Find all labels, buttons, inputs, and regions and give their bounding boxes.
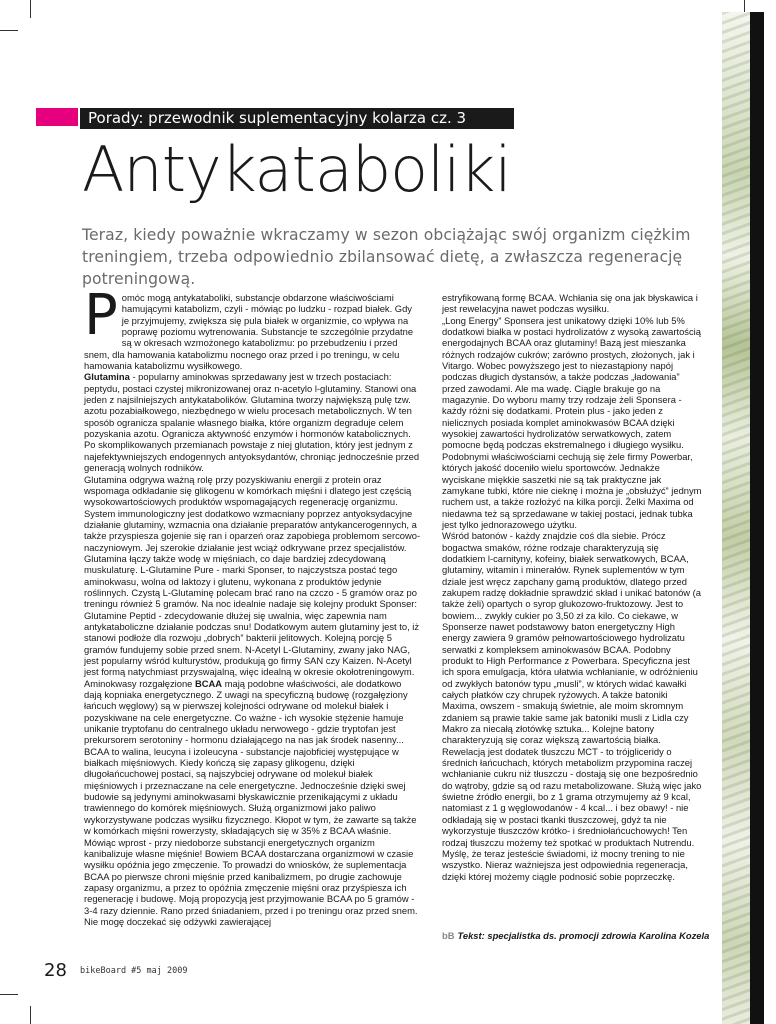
lead-paragraph: Teraz, kiedy poważnie wkraczamy w sezon obciążając swój organizm ciężkim treningiem, trzeba odpowiednio zbilansować dietę, a zwłaszcza regenerację potreningową. xyxy=(82,226,691,288)
drop-cap: P xyxy=(84,283,118,348)
article-column-right xyxy=(442,292,702,882)
accent-bar xyxy=(36,108,78,126)
series-header: Porady: przewodnik suplementacyjny kolarza cz. 3 xyxy=(80,108,514,129)
author-credit: bB Tekst: specjalistka ds. promocji zdrowia Karolina Kozela xyxy=(442,930,710,941)
crop-mark xyxy=(0,30,18,31)
article-column-left xyxy=(84,283,421,927)
paragraph: Pomóc mogą antykataboliki, substancje obdarzone właściwościami hamującymi katabolizm, czyli - mówiąc po ludzku - rozpad białek. Gdy je przyjmujemy, zwiększa się pula białek w organizmie, co wpływa na poprawę poziomu wytrenowania. Substancje te szczególnie przydatne są w okresach wzmożonego katabolizmu: po przebudzeniu i przed snem, dla hamowania katabolizmu nocnego oraz przed i po treningu, w celu hamowania katabolizmu wysiłkowego. xyxy=(84,283,414,372)
crop-mark xyxy=(30,0,31,18)
paragraph: „Long Energy” Sponsera jest unikatowy dzięki 10% lub 5% dodatkowi białka w postaci hydrolizatów z wysoką zawartością energodajnych BCAA oraz glutaminy! Bazą jest mieszanka różnych rodzajów cukrów; zarówno prostych, złożonych, jak i Vitargo. Wobec powyższego jest to niezastąpiony napój podczas długich dystansów, a także podczas „ładowania” przed zawodami. Ale ma wadę. Ciągle brakuje go na magazynie. Do wyboru mamy trzy rodzaje żeli Sponsera - każdy różni się dodatkami. Protein plus - jako jeden z nielicznych posiada komplet aminokwasów BCAA dzięki wysokiej zawartości hydrolizatów serwatkowych, zatem pomocne będą podczas ekstremalnego i długiego wysiłku. Podobnymi właściwościami cechują się żele firmy Powerbar, których jakość doceniło wielu sportowców. Jednakże wyciskane miękkie saszetki nie są tak praktyczne jak zamykane tubki, które nie cieknę i można je „obsłużyć” jednym ruchem ust, a także rozłożyć na kilka porcji. Żelki Maxima od niedawna też są sprzedawane w takiej postaci, jednak tubka jest tylko jednorazowego użytku. xyxy=(442,314,702,530)
footer-publication: bikeBoard #5 maj 2009 xyxy=(80,966,188,976)
crop-mark xyxy=(744,0,745,12)
black-edge-strip xyxy=(750,12,764,1024)
paragraph: estryfikowaną formę BCAA. Wchłania się ona jak błyskawica i jest rewelacyjna nawet podczas wysiłku. xyxy=(442,292,698,315)
paragraph: Myślę, że teraz jesteście świadomi, iż mocny trening to nie wszystko. Nieraz ważniejsza jest odpowiednia regeneracja, dzięki której możemy ciągle podnosić sobie poprzeczkę. xyxy=(442,847,688,882)
page-title: Antykataboliki xyxy=(82,133,511,206)
bark-texture-strip xyxy=(722,12,750,1024)
paragraph: Wśród batonów - każdy znajdzie coś dla siebie. Prócz bogactwa smaków, różne rodzaje charakteryzują się dodatkiem l-carnityny, kofeiny, białek serwatkowych, BCAA, glutaminy, witamin i minerałów. Rynek suplementów w tym dziale jest wręcz zapchany gamą produktów, dlatego przed zakupem radzę dokładnie sprawdzić skład i unikać batonów (a także żeli) opartych o syrop glukozowo-fruktozowy. Jest to bowiem... zwykły cukier po 3,50 zł za kilo. Co ciekawe, w Sponserze nawet podstawowy baton energetyczny High energy zawiera 9 gramów pełnowartościowego hydrolizatu serwatki z kompleksem aminokwasów BCAA. Podobny produkt to High Performance z Powerbara. Specyficzna jest ich spora emulgacja, która ułatwia wchłanianie, w odróżnieniu od zwykłych batonów typu „musli”, w których widać kawałki całych płatków czy chrupek ryżowych. A także batoniki Maxima, owszem - smakują świetnie, ale moim skromnym zdaniem są prawie takie same jak batoniki musli z Lidla czy Makro za niecałą złotówkę sztuka... Kolejne batony charakteryzują się coraz większą zawartością białka. Rewelacją jest dodatek tłuszczu MCT - to trójgliceridy o średnich łańcuchach, których metabolizm przypomina raczej wchłanianie cukru niż tłuszczu - dostają się one bezpośrednio do wątroby, gdzie są od razu metabolizowane. Służą więc jako świetne źródło energii, bo z 1 grama otrzymujemy aż 9 kcal, natomiast z 1 g węglowodanów - 4 kcal... i bez obawy! - nie odkładają się w postaci tkanki tłuszczowej, gdyż ta nie wykorzystuje tłuszczów krótko- i średniołańcuchowych! Ten rodzaj tłuszczu możemy też spotkać w produktach Nutrendu. xyxy=(442,530,702,848)
crop-mark xyxy=(30,1006,31,1024)
paragraph: Aminokwasy rozgałęzione BCAA mają podobne właściwości, ale dodatkowo dają kopniaka energetycznego. Z uwagi na specyficzną budowę (rozgałęziony łańcuch węglowy) są w pierwszej kolejności odrywane od molekuł białek i pozyskiwane na cele energetyczne. Co ważne - ich wysokie stężenie hamuje unikanie tryptofanu do centralnego układu nerwowego - gdzie tryptofan jest prekursorem serotoniny - hormonu działającego na nas jak środek nasenny... BCAA to walina, leucyna i izoleucyna - substancje najobficiej występujące w białkach mięśniowych. Kiedy kończą się zapasy glikogenu, dzięki długołańcuchowej postaci, są najszybciej odrywane od molekuł białek mięśniowych i przeznaczane na cele energetyczne. Jednocześnie dzięki swej budowie są jedynymi aminokwasami błyskawicznie przenikającymi z układu trawiennego do komórek mięśniowych. Służą organizmowi jako paliwo wykorzystywane podczas wysiłku fizycznego. Kłopot w tym, że zawarte są także w komórkach mięśni rowerzysty, składających się w 35% z BCAA właśnie. Mówiąc wprost - przy niedoborze substancji energetycznych organizm kanibalizuje własne mięśnie! Bowiem BCAA dostarczana organizmowi w czasie wysiłku opóźnia jego zmęczenie. To prowadzi do wniosków, że suplementacja BCAA po pierwsze chroni mięśnie przed kanibalizmem, po drugie zachowuje zapasy organizmu, a przez to opóźnia zmęczenie mięśni oraz przyśpiesza ich regenerację i budowę. Moją propozycją jest przyjmowanie BCAA po 5 gramów - 3-4 razy dziennie. Rano przed śniadaniem, przed i po treningu oraz przed snem. Nie mogę doczekać się odżywki zawierającej xyxy=(84,677,418,927)
paragraph: Glutamina - popularny aminokwas sprzedawany jest w trzech postaciach: peptydu, postaci czystej mikronizowanej oraz n-acetylo l-glutaminy. Stanowi ona jeden z najsilniejszych antykatabolików. Glutamina tworzy największą pulę tzw. azotu pozabiałkowego, niezbędnego w wielu procesach metabolicznych. W ten sposób ogranicza spalanie własnego białka, które organizm degraduje celem pozyskania azotu. Ogranicza aktywność enzymów i hormonów katabolicznych. Po skomplikowanych przemianach powstaje z niej glutation, który jest jednym z najefektywniejszych endogennych antyoksydantów, chroniąc jednocześnie przed generacją wolnych rodników. xyxy=(84,371,420,474)
bikeboard-logo-icon: bB xyxy=(442,930,455,941)
paragraph: Glutamina odgrywa ważną rolę przy pozyskiwaniu energii z protein oraz wspomaga odkładanie się glikogenu w komórkach mięśni i dlatego jest częścią wysokowartościowych produktów wspomagających regenerację organizmu. System immunologiczny jest dodatkowo wzmacniany poprzez antyoksydacyjne działanie glutaminy, wzmacnia ona działanie preparatów antykancerogennych, a także przyspiesza gojenie się ran i oparzeń oraz zapobiega problemom sercowo-naczyniowym. Jej szerokie działanie jest wciąż odkrywane przez specjalistów. Glutamina łączy także wodę w mięśniach, co daje bardziej zdecydowaną muskulaturę. L-Glutamine Pure - marki Sponser, to najczystsza postać tego aminokwasu, wolna od laktozy i glutenu, wykonana z produktów jedynie roślinnych. Czystą L-Glutaminę polecam brać rano na czczo - 5 gramów oraz po treningu również 5 gramów. Na noc idealnie nadaje się kolejny produkt Sponser: Glutamine Peptid - zdecydowanie dłużej się uwalnia, więc zapewnia nam antykataboliczne działanie podczas snu! Dodatkowym autem glutaminy jest to, iż stanowi podłoże dla rozwoju „dobrych” bakterii jelitowych. Kolejną porcję 5 gramów fundujemy sobie przed snem. N-Acetyl L-Glutaminy, zwany jako NAG, jest popularny wśród kulturystów, produkują go firmy SAN czy Kaizen. N-Acetyl jest formą natychmiast przyswajalną, więc idealną w okresie okołotreningowym. xyxy=(84,473,421,678)
crop-mark xyxy=(0,994,18,995)
page-number: 28 xyxy=(44,960,67,981)
